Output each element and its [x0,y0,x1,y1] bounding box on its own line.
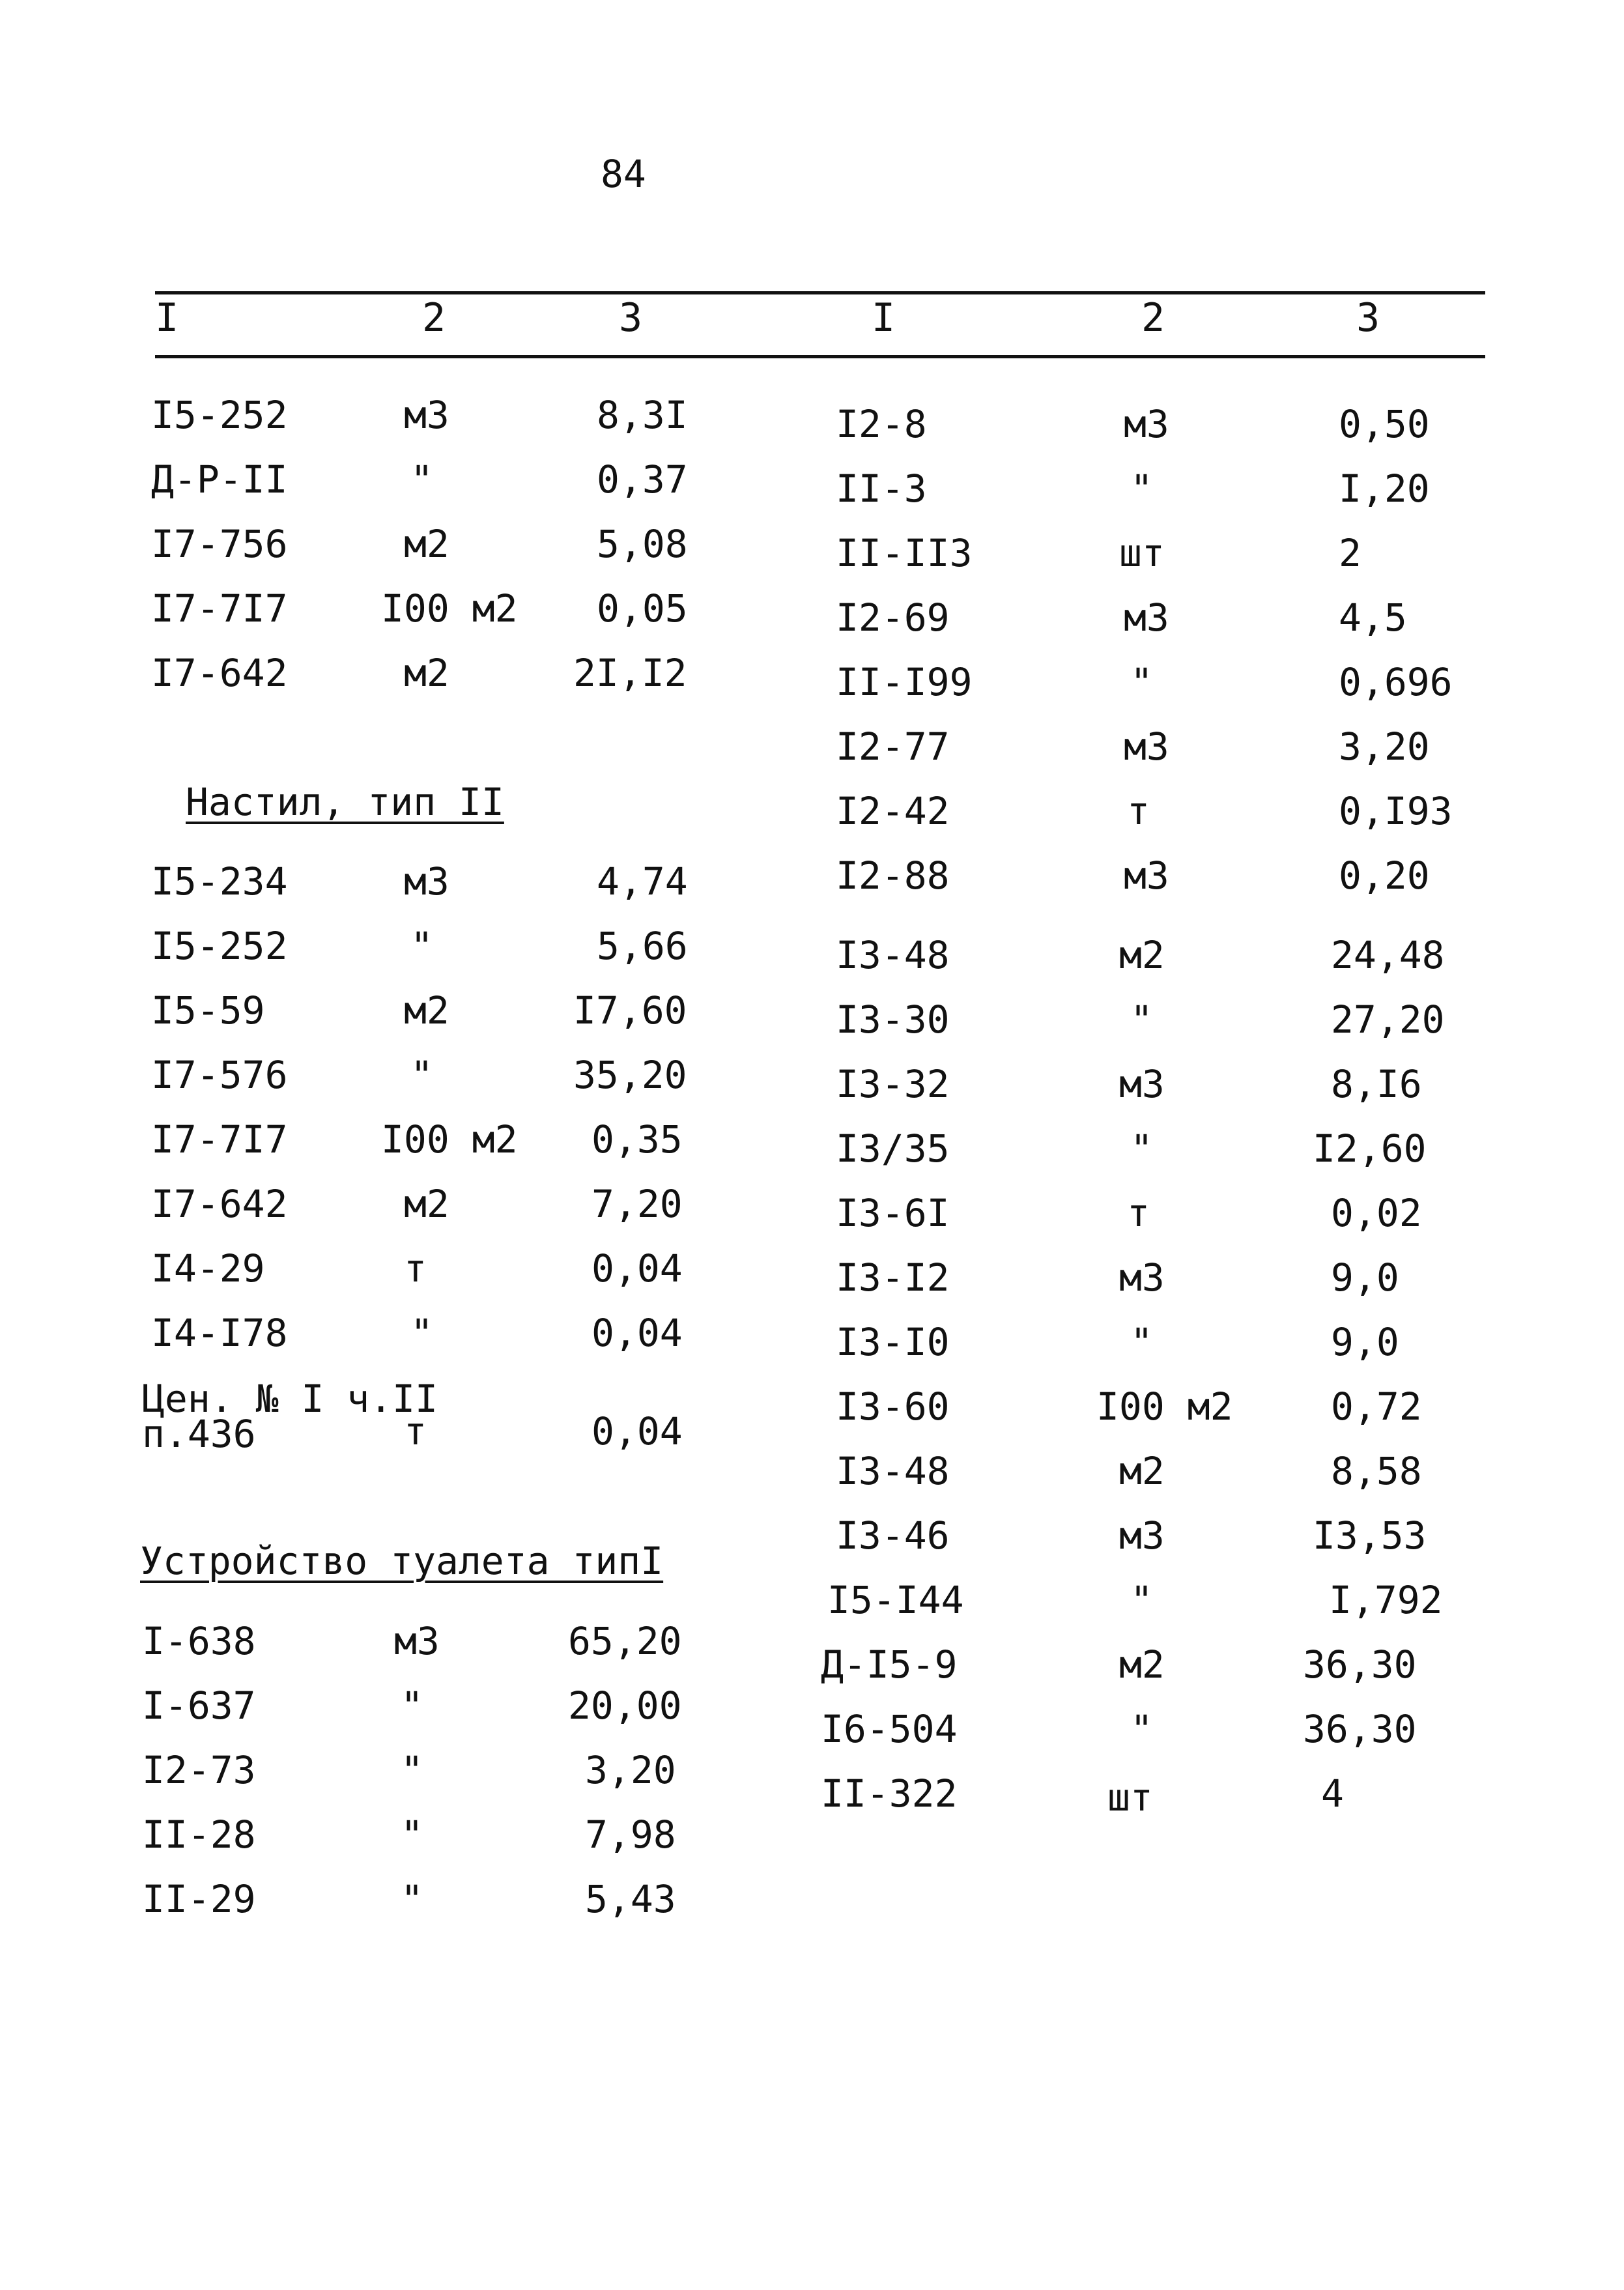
table-row-unit: " [1130,660,1153,704]
table-row-code: I5-252 [151,924,288,968]
table-row-qty: 3,20 [1339,724,1430,769]
table-row-unit: т [1127,1191,1150,1235]
table-row-code: II-322 [821,1771,958,1816]
table-row-qty: 36,30 [1303,1642,1417,1687]
table-row-qty: 8,3I [597,393,688,437]
table-row-qty: 27,20 [1331,997,1445,1042]
table-row-unit: шт [1119,531,1165,575]
table-row-code: I5-I44 [827,1578,964,1622]
table-row-qty: 36,30 [1303,1707,1417,1751]
table-row-qty: 7,98 [585,1812,676,1857]
table-row-qty: 8,58 [1331,1449,1422,1493]
table-row-unit: " [401,1877,423,1921]
table-row-unit: м2 [404,651,449,695]
table-row-code: I2-73 [142,1748,256,1792]
table-row-code: I4-I78 [151,1311,288,1355]
table-row-code: I3-60 [836,1384,950,1429]
note-unit: т [404,1409,427,1453]
table-row-code: I2-42 [836,789,950,833]
table-row-qty: 0,20 [1339,853,1430,898]
table-row-code: I-637 [142,1683,256,1728]
table-top-rule [155,291,1485,294]
table-row-qty: 0,04 [591,1246,683,1291]
table-row-code: I3-32 [836,1062,950,1106]
table-row-qty: 5,08 [597,522,688,566]
table-row-code: I7-7I7 [151,1117,288,1162]
table-row-qty: 5,43 [585,1877,676,1921]
table-row-qty: 0,35 [591,1117,683,1162]
table-row-code: Д-I5-9 [821,1642,958,1687]
table-row-unit: м2 [1119,933,1165,977]
table-row-code: I3-I0 [836,1320,950,1364]
table-row-qty: 9,0 [1331,1255,1399,1300]
table-row-unit: м2 [404,522,449,566]
table-row-unit: м2 [404,988,449,1033]
header-col-2-left: 2 [422,295,446,341]
table-row-unit: м3 [1119,1062,1165,1106]
table-header-rule [155,355,1485,358]
table-row-code: Д-Р-II [151,457,288,502]
table-row-qty: I3,53 [1313,1513,1427,1558]
table-row-unit: т [404,1246,427,1291]
table-row-unit: " [401,1683,423,1728]
table-row-code: I3-6I [836,1191,950,1235]
table-row-qty: 0,02 [1331,1191,1422,1235]
table-row-qty: 20,00 [568,1683,682,1728]
table-row-qty: I,792 [1329,1578,1443,1622]
table-row-unit: м3 [1119,1513,1165,1558]
table-row-code: I3-30 [836,997,950,1042]
table-row-code: I3/35 [836,1126,950,1171]
table-row-qty: 0,37 [597,457,688,502]
table-row-unit: " [1130,466,1153,511]
table-row-qty: 24,48 [1331,933,1445,977]
header-col-2-right: 2 [1141,295,1165,341]
table-row-qty: 3,20 [585,1748,676,1792]
section-title-toilet: Устройство туалета типI [140,1539,664,1583]
table-row-code: I7-642 [151,651,288,695]
table-row-unit: " [1130,1707,1153,1751]
table-row-unit: " [401,1748,423,1792]
table-row-qty: 65,20 [568,1619,682,1663]
table-row-qty: 0,04 [591,1311,683,1355]
table-row-unit: м2 [1119,1449,1165,1493]
table-row-unit: I00 м2 [381,586,518,631]
table-row-code: II-29 [142,1877,256,1921]
table-row-code: II-3 [836,466,927,511]
note-qty: 0,04 [591,1409,683,1453]
section-title-nastil: Настил, тип II [186,780,504,824]
table-row-code: I2-69 [836,595,950,640]
table-row-unit: шт [1107,1775,1153,1820]
table-row-qty: 9,0 [1331,1320,1399,1364]
table-row-unit: м3 [1124,595,1169,640]
header-col-1-left: I [155,295,179,341]
table-row-qty: 5,66 [597,924,688,968]
table-row-unit: " [410,1053,433,1097]
table-row-unit: " [1130,1578,1153,1622]
table-row-unit: " [410,1311,433,1355]
table-row-unit: " [1130,997,1153,1042]
table-row-unit: " [1130,1320,1153,1364]
table-row-qty: 4,5 [1339,595,1407,640]
table-row-unit: м3 [394,1619,440,1663]
table-row-code: I4-29 [151,1246,265,1291]
table-row-qty: 0,72 [1331,1384,1422,1429]
note-line-2: п.436 [142,1412,256,1456]
table-row-unit: I00 м2 [381,1117,518,1162]
table-row-code: II-II3 [836,531,973,575]
table-row-code: I-638 [142,1619,256,1663]
table-row-code: II-28 [142,1812,256,1857]
table-row-qty: I,20 [1339,466,1430,511]
table-row-unit: м3 [1124,724,1169,769]
table-row-unit: I00 м2 [1096,1384,1233,1429]
table-row-code: I2-88 [836,853,950,898]
table-row-unit: " [410,457,433,502]
table-row-code: I5-59 [151,988,265,1033]
table-row-code: I7-7I7 [151,586,288,631]
header-col-3-left: 3 [619,295,643,341]
table-row-code: I5-234 [151,859,288,904]
table-row-qty: 4 [1321,1771,1344,1816]
header-col-1-right: I [872,295,896,341]
table-row-code: I7-576 [151,1053,288,1097]
table-row-code: I2-77 [836,724,950,769]
table-row-code: I2-8 [836,402,927,446]
table-row-code: I3-48 [836,933,950,977]
table-row-unit: м3 [1124,853,1169,898]
table-row-qty: 0,I93 [1339,789,1453,833]
table-row-code: I7-642 [151,1182,288,1226]
page-number: 84 [601,152,646,196]
table-row-code: I3-I2 [836,1255,950,1300]
table-row-unit: м3 [404,859,449,904]
table-row-unit: м3 [1124,402,1169,446]
table-row-code: I5-252 [151,393,288,437]
table-row-unit: " [410,924,433,968]
table-row-qty: 7,20 [591,1182,683,1226]
table-row-unit: м3 [404,393,449,437]
table-row-qty: 8,I6 [1331,1062,1422,1106]
table-row-unit: м2 [1119,1642,1165,1687]
table-row-unit: м2 [404,1182,449,1226]
table-row-qty: 0,05 [597,586,688,631]
table-row-qty: I7,60 [573,988,687,1033]
table-row-unit: т [1127,789,1150,833]
table-row-unit: " [1130,1126,1153,1171]
table-row-unit: " [401,1812,423,1857]
table-row-code: I3-48 [836,1449,950,1493]
table-row-qty: 0,50 [1339,402,1430,446]
table-row-qty: I2,60 [1313,1126,1427,1171]
table-row-code: I6-504 [821,1707,958,1751]
table-row-unit: м3 [1119,1255,1165,1300]
table-row-qty: 2I,I2 [573,651,687,695]
header-col-3-right: 3 [1356,295,1380,341]
table-row-qty: 35,20 [573,1053,687,1097]
table-row-code: I3-46 [836,1513,950,1558]
table-row-code: I7-756 [151,522,288,566]
table-row-qty: 4,74 [597,859,688,904]
table-row-qty: 2 [1339,531,1361,575]
table-row-code: II-I99 [836,660,973,704]
table-row-qty: 0,696 [1339,660,1453,704]
note-line-1: Цен. № I ч.II [142,1377,438,1421]
